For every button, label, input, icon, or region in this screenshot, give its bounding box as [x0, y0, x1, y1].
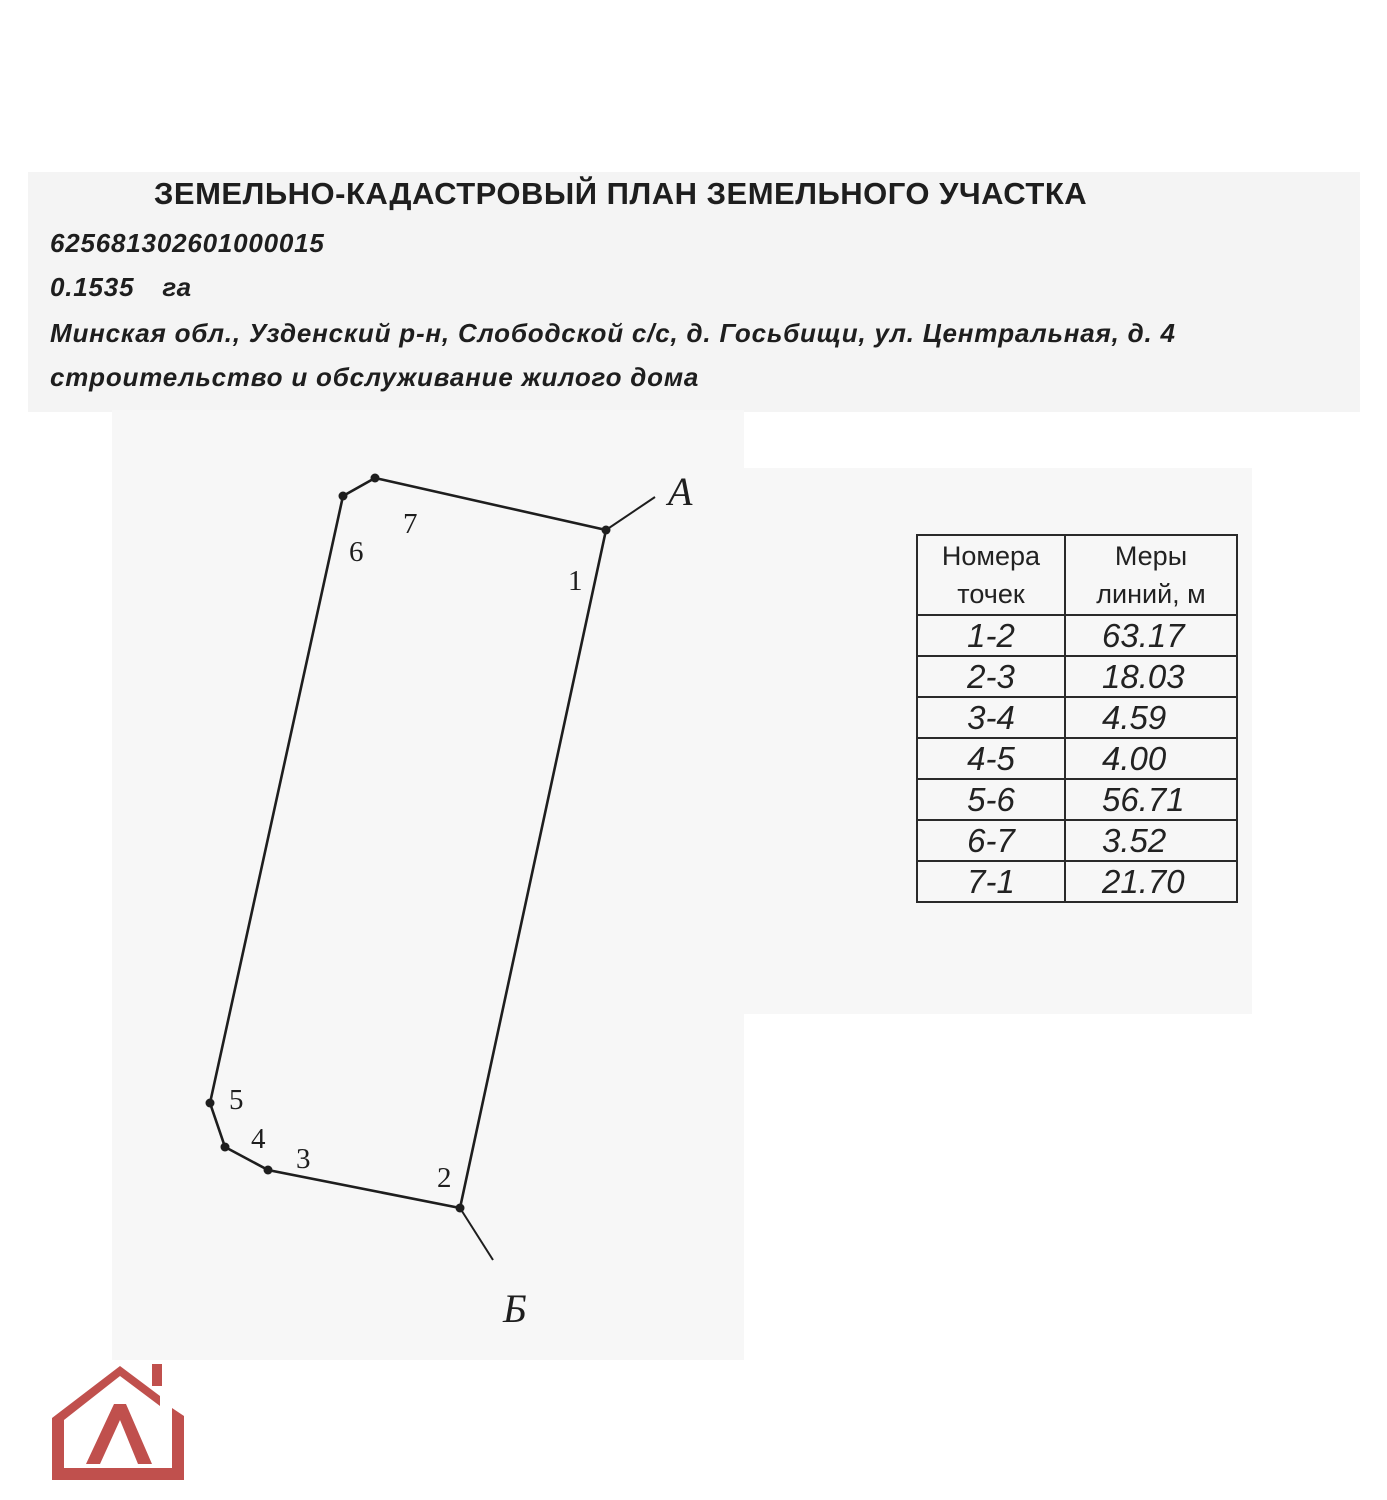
- point-label-7: 7: [403, 508, 418, 540]
- segment-cell: 6-7: [917, 820, 1065, 861]
- header-point-numbers-line2: точек: [957, 579, 1025, 609]
- table-row: [917, 820, 1237, 861]
- segment-cell: 1-2: [917, 615, 1065, 656]
- plot-address: Минская обл., Узденский р-н, Слободской с/с, д. Госьбищи, ул. Центральная, д. 4: [50, 318, 1176, 348]
- header-line-lengths: [1065, 535, 1237, 615]
- header-line-lengths-line2: линий, м: [1096, 579, 1206, 609]
- point-label-1: 1: [568, 565, 583, 597]
- length-cell: 18.03: [1065, 656, 1237, 697]
- vertex-3: [264, 1166, 273, 1175]
- table-row: [917, 861, 1237, 902]
- point-label-3: 3: [296, 1143, 311, 1175]
- area-value: 0.1535: [50, 272, 135, 302]
- point-label-2: 2: [437, 1162, 452, 1194]
- header-point-numbers: [917, 535, 1065, 615]
- table-header-row: [917, 535, 1237, 615]
- segment-cell: 2-3: [917, 656, 1065, 697]
- header-point-numbers-line1: Номера: [941, 541, 1041, 571]
- length-cell: 63.17: [1065, 615, 1237, 656]
- header-line-lengths-line1: Меры: [1114, 541, 1188, 571]
- table-row: [917, 656, 1237, 697]
- logo-letter-a: [86, 1404, 152, 1464]
- length-cell: 3.52: [1065, 820, 1237, 861]
- neighbor-line-a: [606, 497, 655, 530]
- point-label-6: 6: [349, 536, 364, 568]
- table-row: [917, 697, 1237, 738]
- length-cell: 21.70: [1065, 861, 1237, 902]
- vertex-4: [221, 1143, 230, 1152]
- length-cell: 56.71: [1065, 779, 1237, 820]
- house-letter-a-icon: [48, 1360, 188, 1484]
- logo-chimney: [152, 1364, 162, 1386]
- plot-purpose: строительство и обслуживание жилого дома: [50, 362, 700, 392]
- segment-cell: 7-1: [917, 861, 1065, 902]
- segment-cell: 4-5: [917, 738, 1065, 779]
- segment-cell: 5-6: [917, 779, 1065, 820]
- parcel-boundary: [210, 478, 606, 1208]
- length-cell: 4.59: [1065, 697, 1237, 738]
- point-label-4: 4: [251, 1123, 266, 1155]
- vertex-7: [371, 474, 380, 483]
- document-title: ЗЕМЕЛЬНО-КАДАСТРОВЫЙ ПЛАН ЗЕМЕЛЬНОГО УЧАСТКА: [154, 176, 1088, 211]
- cadastral-number: 625681302601000015: [50, 228, 325, 258]
- neighbor-line-b: [460, 1208, 493, 1260]
- vertex-5: [206, 1099, 215, 1108]
- table-row: [917, 738, 1237, 779]
- length-cell: 4.00: [1065, 738, 1237, 779]
- table-row: [917, 779, 1237, 820]
- line-measures-table: [916, 534, 1238, 903]
- segment-cell: 3-4: [917, 697, 1065, 738]
- vertex-1: [602, 526, 611, 535]
- vertex-6: [339, 492, 348, 501]
- neighbor-label-b: Б: [503, 1286, 527, 1331]
- table-row: [917, 615, 1237, 656]
- neighbor-label-a: А: [668, 469, 693, 514]
- vertex-2: [456, 1204, 465, 1213]
- area-unit: га: [162, 272, 192, 302]
- point-label-5: 5: [229, 1084, 244, 1116]
